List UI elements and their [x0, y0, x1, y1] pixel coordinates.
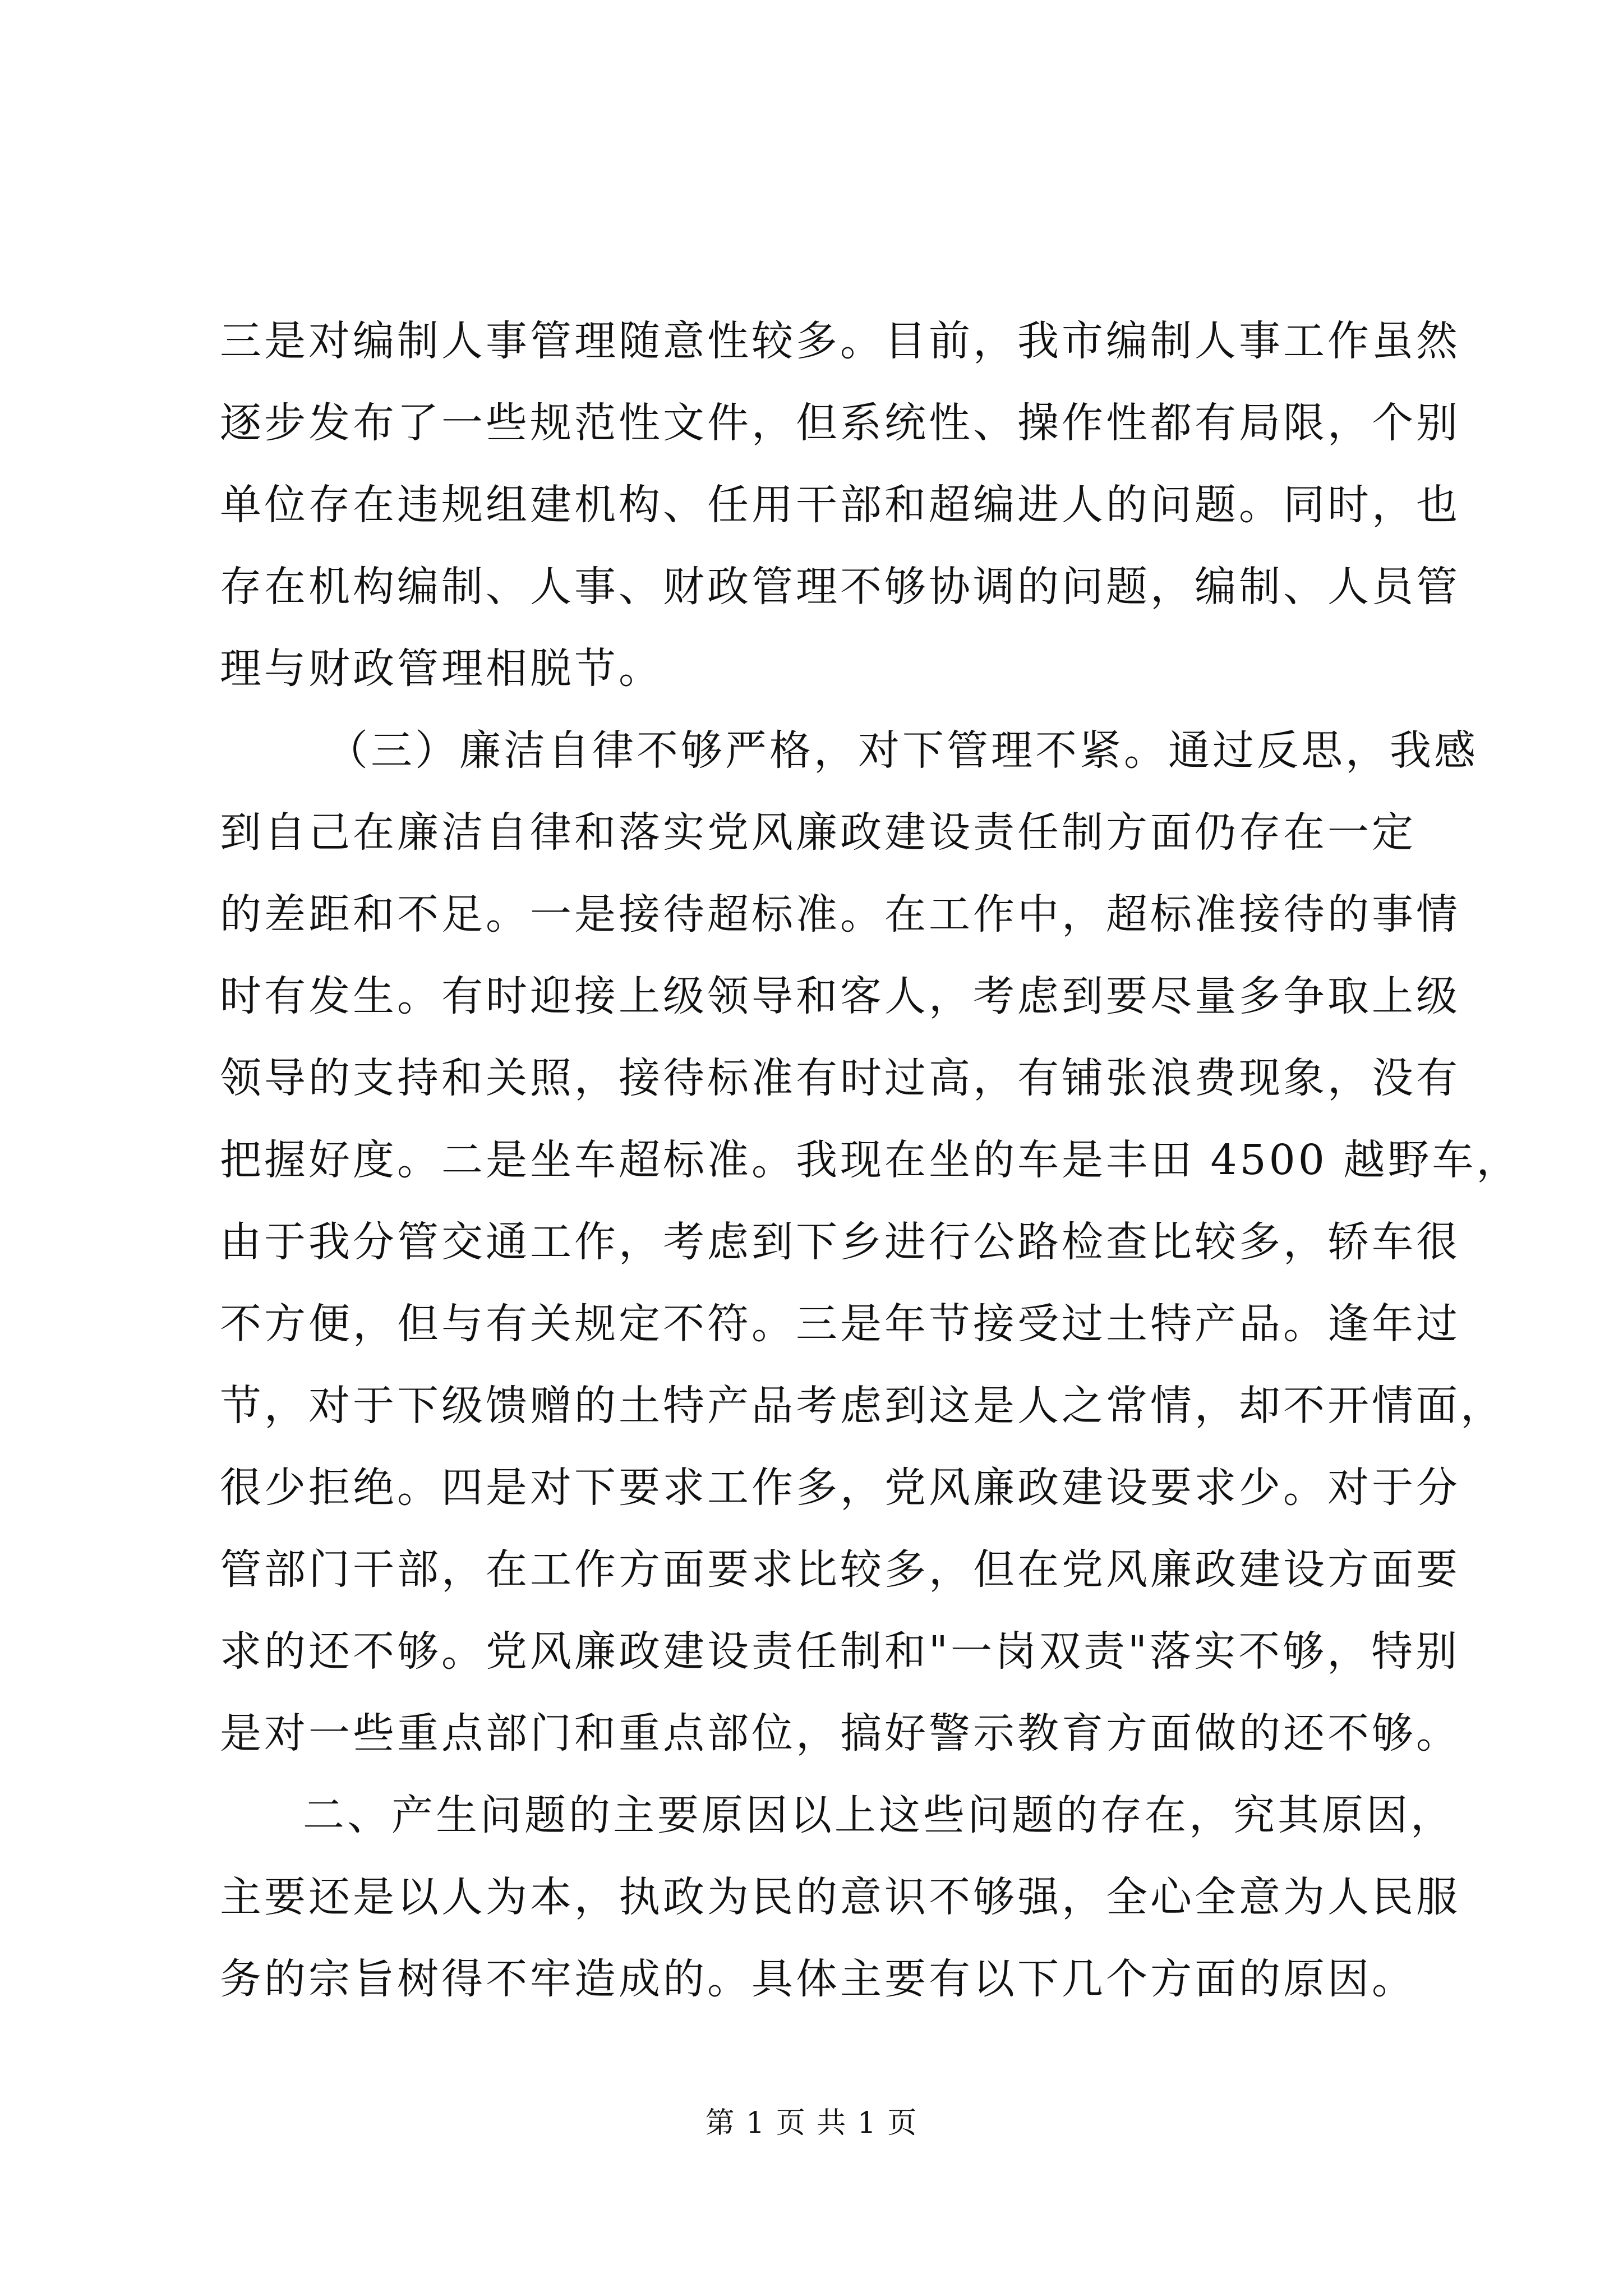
- section-heading-line: 二、产生问题的主要原因以上这些问题的存在，究其原因，: [303, 1791, 1455, 1839]
- text-line: 主要还是以人为本，执政为民的意识不够强，全心全意为人民服: [220, 1873, 1460, 1921]
- text-line: 节，对于下级馈赠的土特产品考虑到这是人之常情，却不开情面，: [220, 1382, 1505, 1430]
- text-line: 务的宗旨树得不牢造成的。具体主要有以下几个方面的原因。: [220, 1955, 1416, 2003]
- section-heading-line: （三）廉洁自律不够严格，对下管理不紧。通过反思，我感: [326, 726, 1478, 775]
- text-line: 到自己在廉洁自律和落实党风廉政建设责任制方面仍存在一定: [220, 808, 1416, 857]
- text-line: 存在机构编制、人事、财政管理不够协调的问题，编制、人员管: [220, 563, 1460, 611]
- text-line: 三是对编制人事管理随意性较多。目前，我市编制人事工作虽然: [220, 317, 1460, 365]
- text-line: 很少拒绝。四是对下要求工作多，党风廉政建设要求少。对于分: [220, 1464, 1460, 1512]
- text-line: 领导的支持和关照，接待标准有时过高，有铺张浪费现象，没有: [220, 1054, 1460, 1102]
- paragraph-main-causes: [220, 1774, 1460, 2020]
- page-number-footer: 第 1 页 共 1 页: [705, 2106, 918, 2140]
- text-line: 管部门干部，在工作方面要求比较多，但在党风廉政建设方面要: [220, 1545, 1460, 1594]
- text-line: 是对一些重点部门和重点部位，搞好警示教育方面做的还不够。: [220, 1709, 1460, 1757]
- paragraph-staffing-management: [220, 300, 1460, 710]
- text-line: 单位存在违规组建机构、任用干部和超编进人的问题。同时，也: [220, 481, 1460, 529]
- text-line: 不方便，但与有关规定不符。三是年节接受过土特产品。逢年过: [220, 1300, 1460, 1348]
- text-line: 逐步发布了一些规范性文件，但系统性、操作性都有局限，个别: [220, 399, 1460, 447]
- text-line: 的差距和不足。一是接待超标准。在工作中，超标准接待的事情: [220, 890, 1460, 938]
- text-line: 求的还不够。党风廉政建设责任制和"一岗双责"落实不够，特别: [220, 1627, 1460, 1676]
- text-line: 时有发生。有时迎接上级领导和客人，考虑到要尽量多争取上级: [220, 972, 1460, 1020]
- text-line: 由于我分管交通工作，考虑到下乡进行公路检查比较多，轿车很: [220, 1218, 1460, 1266]
- text-line: 把握好度。二是坐车超标准。我现在坐的车是丰田 4500 越野车，: [220, 1136, 1521, 1184]
- text-line: 理与财政管理相脱节。: [220, 645, 663, 693]
- paragraph-integrity-self-discipline: [220, 710, 1521, 1774]
- document-body: [220, 300, 1521, 2020]
